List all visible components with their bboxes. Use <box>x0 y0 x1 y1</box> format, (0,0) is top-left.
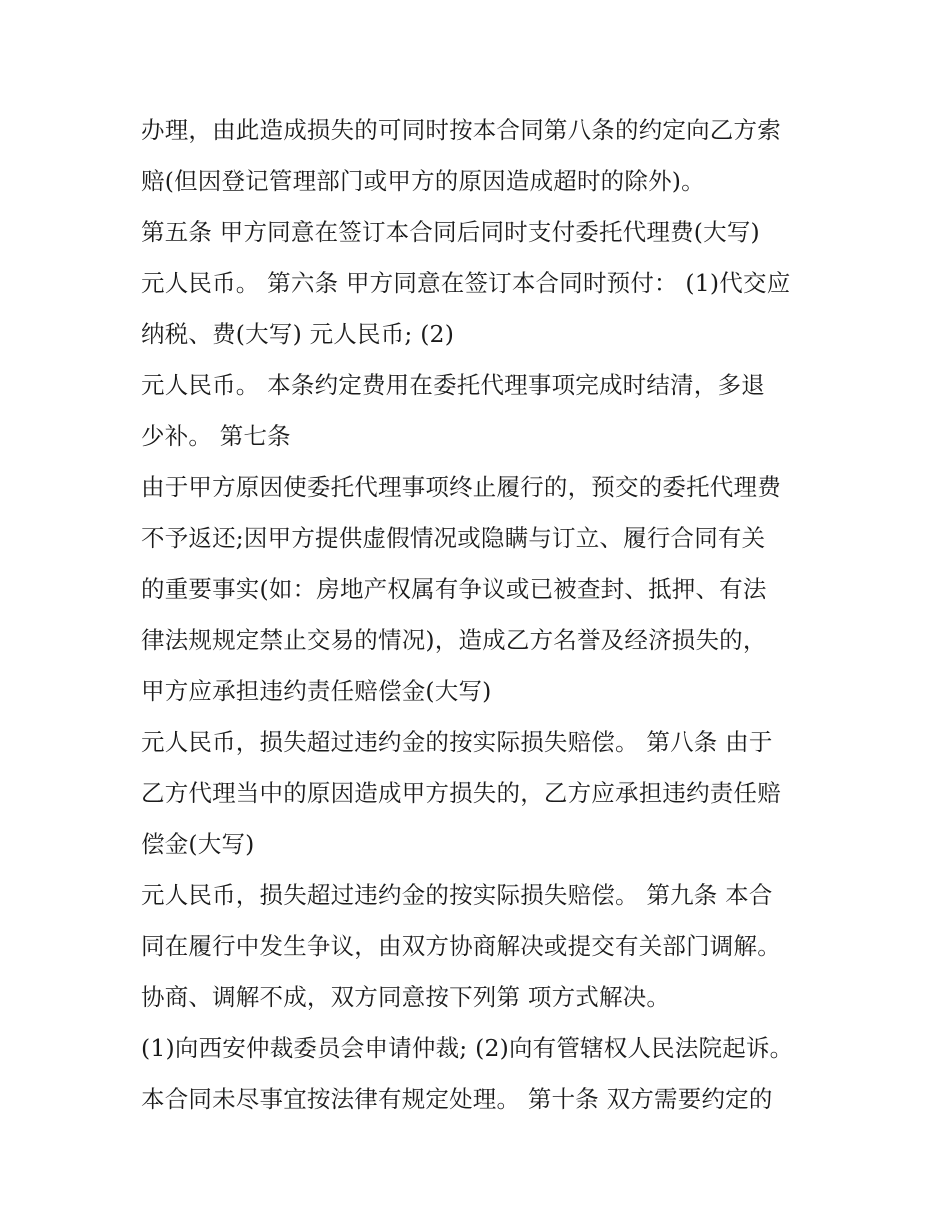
text-line: 纳税、费(大写) 元人民币; (2) <box>141 320 455 348</box>
text-line: 办理，由此造成损失的可同时按本合同第八条的约定向乙方索 <box>141 116 781 144</box>
text-line: 乙方代理当中的原因造成甲方损失的，乙方应承担违约责任赔 <box>141 779 781 807</box>
text-line: 少补。 第七条 <box>141 422 291 450</box>
text-line: 律法规规定禁止交易的情况)，造成乙方名誉及经济损失的， <box>141 626 767 654</box>
text-line: 的重要事实(如：房地产权属有争议或已被查封、抵押、有法 <box>141 575 767 603</box>
text-line: 元人民币，损失超过违约金的按实际损失赔偿。 第九条 本合 <box>141 881 773 909</box>
text-line: (1)向西安仲裁委员会申请仲裁; (2)向有管辖权人民法院起诉。 <box>141 1034 794 1062</box>
text-line: 第五条 甲方同意在签订本合同后同时支付委托代理费(大写) <box>141 218 760 246</box>
text-line: 由于甲方原因使委托代理事项终止履行的，预交的委托代理费 <box>141 473 781 501</box>
text-line: 甲方应承担违约责任赔偿金(大写) <box>141 677 492 705</box>
text-line: 协商、调解不成，双方同意按下列第 项方式解决。 <box>141 983 671 1011</box>
text-line: 同在履行中发生争议，由双方协商解决或提交有关部门调解。 <box>141 932 781 960</box>
text-line: 本合同未尽事宜按法律有规定处理。 第十条 双方需要约定的 <box>141 1085 773 1113</box>
text-line: 不予返还;因甲方提供虚假情况或隐瞒与订立、履行合同有关 <box>141 524 766 552</box>
text-line: 元人民币。 第六条 甲方同意在签订本合同时预付： (1)代交应 <box>141 269 791 297</box>
text-line: 元人民币，损失超过违约金的按实际损失赔偿。 第八条 由于 <box>141 728 773 756</box>
text-line: 元人民币。 本条约定费用在委托代理事项完成时结清，多退 <box>141 371 765 399</box>
text-line: 赔(但因登记管理部门或甲方的原因造成超时的除外)。 <box>141 167 705 195</box>
text-line: 偿金(大写) <box>141 830 255 858</box>
contract-body-text <box>141 105 841 1125</box>
